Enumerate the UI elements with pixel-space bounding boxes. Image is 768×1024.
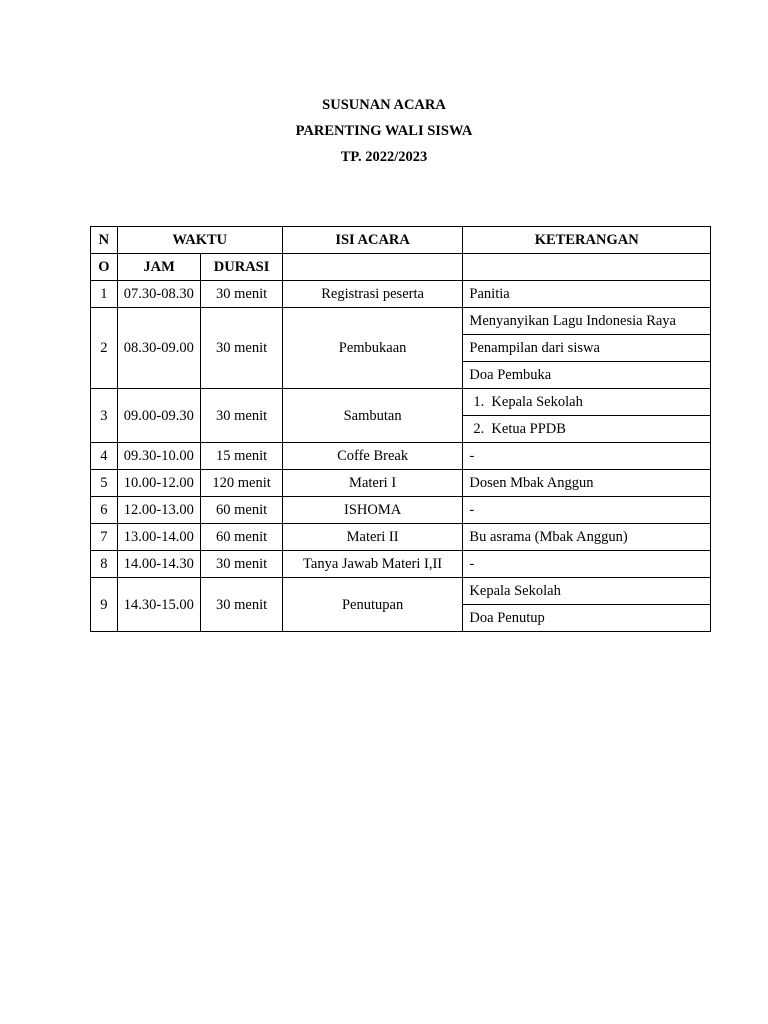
row-isi-acara: ISHOMA	[282, 497, 463, 524]
row-keterangan: -	[463, 443, 711, 470]
header-no-bottom: O	[91, 254, 118, 281]
header-isi-acara: ISI ACARA	[282, 227, 463, 254]
row-keterangan: Doa Penutup	[463, 605, 711, 632]
list-number: 1.	[473, 394, 485, 410]
row-jam: 14.00-14.30	[117, 551, 201, 578]
document-title	[0, 92, 768, 170]
row-keterangan	[463, 389, 711, 416]
row-durasi: 30 menit	[201, 281, 282, 308]
table-row	[91, 308, 711, 335]
row-isi-acara: Materi I	[282, 470, 463, 497]
title-line-2: PARENTING WALI SISWA	[295, 123, 473, 139]
row-durasi: 60 menit	[201, 524, 282, 551]
title-line-1: SUSUNAN ACARA	[322, 97, 446, 113]
row-no: 9	[91, 578, 118, 632]
row-durasi: 30 menit	[201, 389, 282, 443]
header-row-2	[91, 254, 711, 281]
row-no: 1	[91, 281, 118, 308]
row-durasi: 30 menit	[201, 578, 282, 632]
row-isi-acara: Tanya Jawab Materi I,II	[282, 551, 463, 578]
row-keterangan: Menyanyikan Lagu Indonesia Raya	[463, 308, 711, 335]
header-keterangan: KETERANGAN	[463, 227, 711, 254]
title-line-3: TP. 2022/2023	[340, 149, 428, 165]
header-row-1	[91, 227, 711, 254]
table-row	[91, 524, 711, 551]
row-no: 7	[91, 524, 118, 551]
row-jam: 08.30-09.00	[117, 308, 201, 389]
table-row	[91, 551, 711, 578]
list-text: Kepala Sekolah	[491, 394, 583, 410]
table-row	[91, 281, 711, 308]
table-row	[91, 470, 711, 497]
row-no: 5	[91, 470, 118, 497]
row-jam: 07.30-08.30	[117, 281, 201, 308]
row-keterangan: Kepala Sekolah	[463, 578, 711, 605]
row-keterangan	[463, 416, 711, 443]
row-keterangan: -	[463, 551, 711, 578]
row-durasi: 30 menit	[201, 308, 282, 389]
row-jam: 09.00-09.30	[117, 389, 201, 443]
header-no-top: N	[91, 227, 118, 254]
row-no: 2	[91, 308, 118, 389]
row-jam: 09.30-10.00	[117, 443, 201, 470]
row-keterangan: Doa Pembuka	[463, 362, 711, 389]
row-jam: 12.00-13.00	[117, 497, 201, 524]
row-keterangan: Bu asrama (Mbak Anggun)	[463, 524, 711, 551]
row-durasi: 30 menit	[201, 551, 282, 578]
table-row	[91, 497, 711, 524]
row-no: 8	[91, 551, 118, 578]
row-no: 6	[91, 497, 118, 524]
row-isi-acara: Coffe Break	[282, 443, 463, 470]
list-text: Ketua PPDB	[491, 421, 566, 437]
row-keterangan: -	[463, 497, 711, 524]
row-jam: 14.30-15.00	[117, 578, 201, 632]
row-keterangan: Penampilan dari siswa	[463, 335, 711, 362]
row-isi-acara: Sambutan	[282, 389, 463, 443]
list-number: 2.	[473, 421, 485, 437]
row-durasi: 60 menit	[201, 497, 282, 524]
row-keterangan: Panitia	[463, 281, 711, 308]
table-row	[91, 443, 711, 470]
row-jam: 13.00-14.00	[117, 524, 201, 551]
header-ket-empty	[463, 254, 711, 281]
header-jam: JAM	[117, 254, 201, 281]
row-no: 4	[91, 443, 118, 470]
row-no: 3	[91, 389, 118, 443]
header-isi-empty	[282, 254, 463, 281]
row-isi-acara: Registrasi peserta	[282, 281, 463, 308]
table-row	[91, 389, 711, 416]
schedule-table	[90, 226, 711, 632]
row-isi-acara: Pembukaan	[282, 308, 463, 389]
table-row	[91, 578, 711, 605]
row-keterangan: Dosen Mbak Anggun	[463, 470, 711, 497]
row-durasi: 15 menit	[201, 443, 282, 470]
table-body	[91, 281, 711, 632]
table-header	[91, 227, 711, 281]
header-waktu: WAKTU	[117, 227, 282, 254]
header-durasi: DURASI	[201, 254, 282, 281]
row-isi-acara: Penutupan	[282, 578, 463, 632]
row-jam: 10.00-12.00	[117, 470, 201, 497]
row-isi-acara: Materi II	[282, 524, 463, 551]
row-durasi: 120 menit	[201, 470, 282, 497]
